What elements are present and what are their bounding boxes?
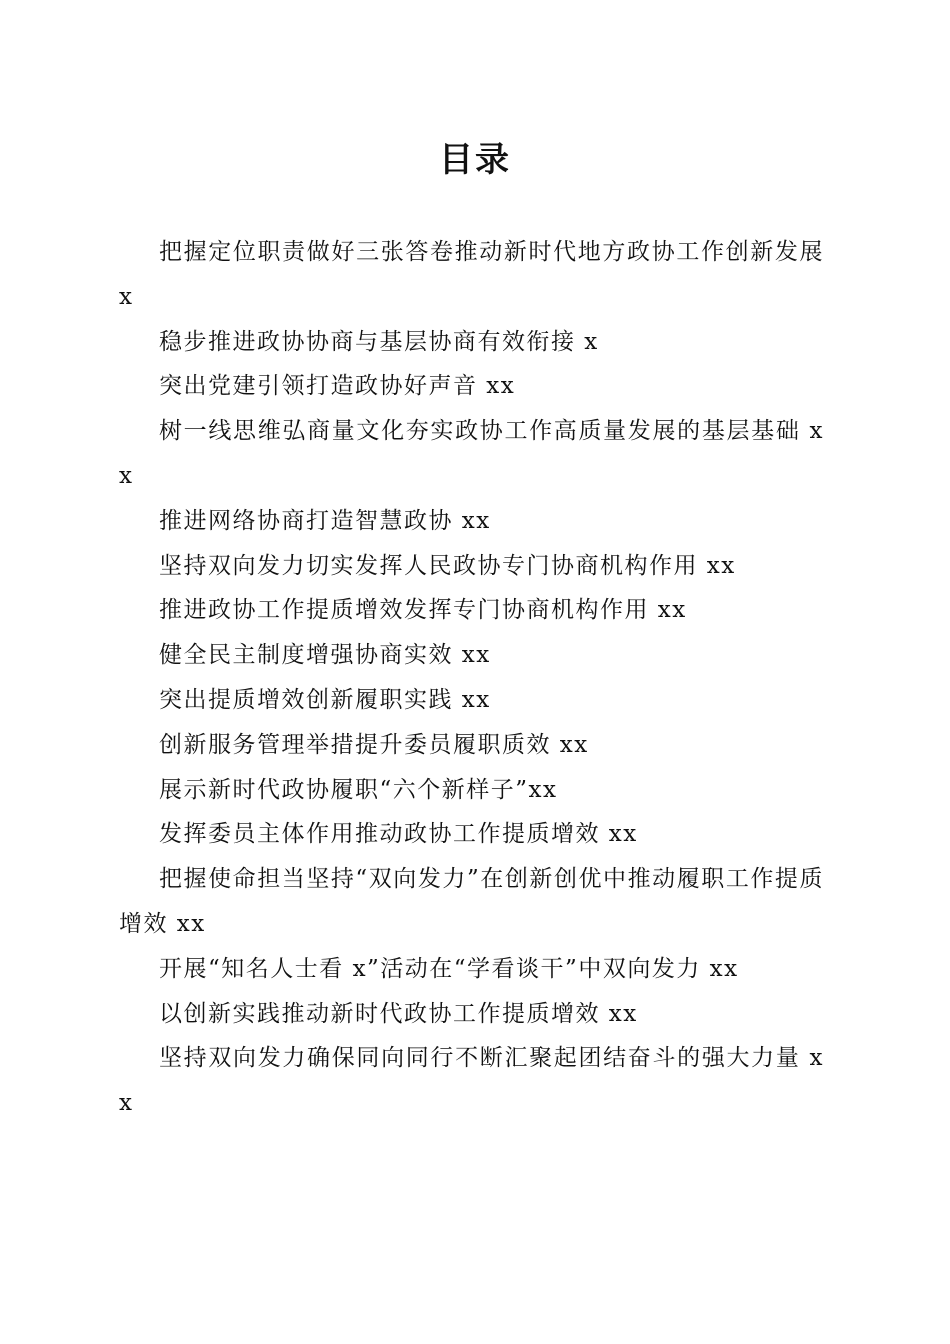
toc-entry: 树一线思维弘商量文化夯实政协工作高质量发展的基层基础 xx bbox=[119, 418, 824, 489]
toc-entry: 突出党建引领打造政协好声音 xx bbox=[159, 373, 516, 400]
toc-entry: 稳步推进政协协商与基层协商有效衔接 x bbox=[159, 328, 599, 355]
toc-entry: 突出提质增效创新履职实践 xx bbox=[159, 686, 491, 713]
toc-entry: 健全民主制度增强协商实效 xx bbox=[159, 642, 491, 669]
toc-entry: 坚持双向发力确保同向同行不断汇聚起团结奋斗的强大力量 xx bbox=[119, 1045, 824, 1117]
toc-entry: 开展“知名人士看 x”活动在“学看谈干”中双向发力 xx bbox=[159, 955, 739, 982]
table-of-contents bbox=[119, 230, 824, 1126]
toc-entry: 推进网络协商打造智慧政协 xx bbox=[159, 507, 491, 534]
toc-entry: 推进政协工作提质增效发挥专门协商机构作用 xx bbox=[159, 597, 687, 624]
toc-entry: 坚持双向发力切实发挥人民政协专门协商机构作用 xx bbox=[159, 552, 736, 579]
page-title: 目录 bbox=[439, 140, 511, 180]
toc-entry: 把握定位职责做好三张答卷推动新时代地方政协工作创新发展 x bbox=[119, 239, 824, 310]
toc-entry: 发挥委员主体作用推动政协工作提质增效 xx bbox=[159, 821, 638, 848]
toc-entry: 以创新实践推动新时代政协工作提质增效 xx bbox=[159, 1000, 638, 1027]
toc-entry: 把握使命担当坚持“双向发力”在创新创优中推动履职工作提质增效 xx bbox=[119, 866, 824, 937]
toc-entry: 创新服务管理举措提升委员履职质效 xx bbox=[159, 731, 589, 758]
toc-entry: 展示新时代政协履职“六个新样子”xx bbox=[159, 776, 558, 803]
